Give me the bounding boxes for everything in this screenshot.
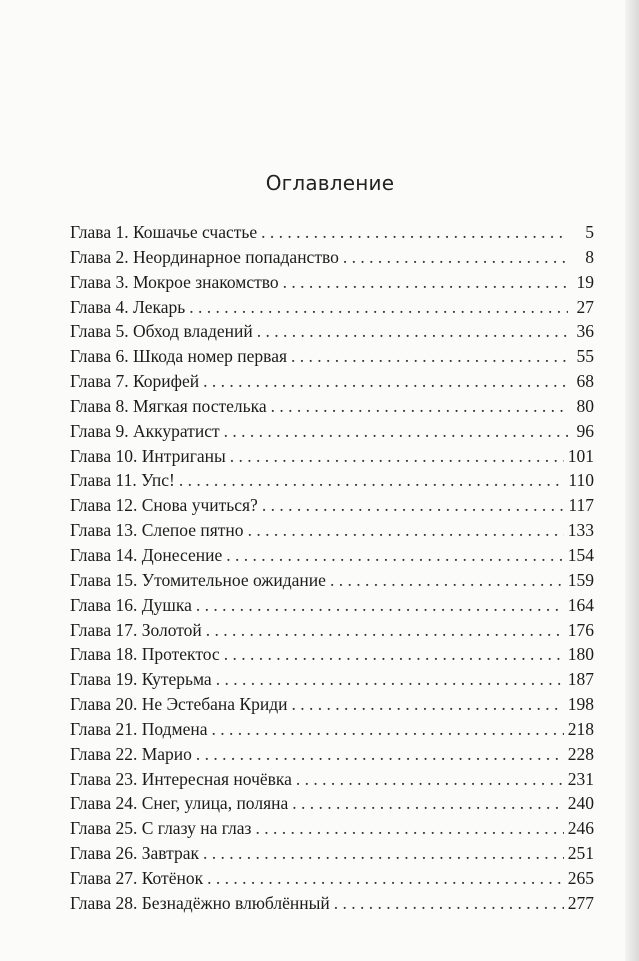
dot-leader <box>334 891 564 916</box>
page-number: 251 <box>567 843 594 864</box>
toc-entry <box>70 419 594 444</box>
toc-entry <box>70 444 594 469</box>
dot-leader <box>257 319 568 344</box>
page-number: 164 <box>567 594 594 615</box>
dot-leader <box>291 692 563 717</box>
chapter-title: Глава 20. Не Эстебана Криди <box>70 694 288 715</box>
page-number: 180 <box>567 644 594 665</box>
toc-entry <box>70 816 594 841</box>
dot-leader <box>291 344 568 369</box>
chapter-title: Глава 14. Донесение <box>70 544 223 565</box>
page-edge-shadow <box>625 0 639 961</box>
chapter-title: Глава 3. Мокрое знакомство <box>70 271 279 292</box>
chapter-title: Глава 5. Обход владений <box>70 321 253 342</box>
page-number: 68 <box>576 371 594 392</box>
toc-entry <box>70 618 594 643</box>
dot-leader <box>196 742 564 767</box>
dot-leader <box>179 468 565 493</box>
chapter-title: Глава 15. Утомительное ожидание <box>70 569 326 590</box>
chapter-title: Глава 18. Протектос <box>70 644 220 665</box>
chapter-title: Глава 23. Интересная ночёвка <box>70 768 292 789</box>
page-number: 187 <box>567 669 594 690</box>
chapter-title: Глава 13. Слепое пятно <box>70 520 244 541</box>
dot-leader <box>207 866 564 891</box>
chapter-title: Глава 19. Кутерьма <box>70 669 212 690</box>
page-number: 154 <box>567 544 594 565</box>
toc-entry <box>70 518 594 543</box>
dot-leader <box>330 568 564 593</box>
page-number: 19 <box>576 271 594 292</box>
dot-leader <box>206 618 564 643</box>
dot-leader <box>343 245 568 270</box>
chapter-title: Глава 22. Марио <box>70 743 192 764</box>
page-number: 246 <box>567 818 594 839</box>
toc-entry <box>70 543 594 568</box>
toc-entry <box>70 717 594 742</box>
toc-entry <box>70 319 594 344</box>
toc-entry <box>70 891 594 916</box>
chapter-title: Глава 11. Упс! <box>70 470 175 491</box>
toc-entry <box>70 593 594 618</box>
dot-leader <box>248 518 564 543</box>
toc-entry <box>70 394 594 419</box>
chapter-title: Глава 26. Завтрак <box>70 843 199 864</box>
toc-entry <box>70 220 594 245</box>
page-number: 277 <box>567 892 594 913</box>
chapter-title: Глава 27. Котёнок <box>70 867 204 888</box>
page-number: 218 <box>567 718 594 739</box>
dot-leader <box>196 593 564 618</box>
chapter-title: Глава 21. Подмена <box>70 718 208 739</box>
dot-leader <box>203 369 568 394</box>
dot-leader <box>230 444 564 469</box>
chapter-title: Глава 7. Корифей <box>70 371 200 392</box>
dot-leader <box>292 791 564 816</box>
page-number: 240 <box>567 793 594 814</box>
toc-entry <box>70 791 594 816</box>
table-of-contents <box>70 220 594 916</box>
toc-entry <box>70 642 594 667</box>
page-number: 110 <box>568 470 594 491</box>
dot-leader <box>189 295 568 320</box>
page-number: 27 <box>576 296 594 317</box>
dot-leader <box>212 717 564 742</box>
toc-entry <box>70 245 594 270</box>
dot-leader <box>296 767 564 792</box>
page-number: 96 <box>576 420 594 441</box>
toc-entry <box>70 841 594 866</box>
dot-leader <box>224 642 564 667</box>
page-number: 8 <box>585 246 594 267</box>
dot-leader <box>224 419 568 444</box>
page-number: 198 <box>567 694 594 715</box>
toc-entry <box>70 568 594 593</box>
toc-entry <box>70 270 594 295</box>
toc-entry <box>70 742 594 767</box>
chapter-title: Глава 8. Мягкая постелька <box>70 395 267 416</box>
toc-entry <box>70 692 594 717</box>
dot-leader <box>216 667 564 692</box>
chapter-title: Глава 28. Безнадёжно влюблённый <box>70 892 330 913</box>
dot-leader <box>226 543 564 568</box>
dot-leader <box>203 841 564 866</box>
chapter-title: Глава 9. Аккуратист <box>70 420 220 441</box>
toc-entry <box>70 866 594 891</box>
page-number: 159 <box>567 569 594 590</box>
chapter-title: Глава 25. С глазу на глаз <box>70 818 252 839</box>
page-number: 117 <box>568 495 594 516</box>
chapter-title: Глава 10. Интриганы <box>70 445 226 466</box>
chapter-title: Глава 2. Неординарное попаданство <box>70 246 339 267</box>
toc-entry <box>70 468 594 493</box>
chapter-title: Глава 17. Золотой <box>70 619 202 640</box>
dot-leader <box>271 394 568 419</box>
dot-leader <box>261 220 568 245</box>
page-number: 80 <box>576 395 594 416</box>
page-number: 228 <box>567 743 594 764</box>
page-number: 55 <box>576 346 594 367</box>
toc-entry <box>70 344 594 369</box>
page-number: 176 <box>567 619 594 640</box>
page-number: 36 <box>576 321 594 342</box>
dot-leader <box>283 270 568 295</box>
chapter-title: Глава 1. Кошачье счастье <box>70 222 258 242</box>
chapter-title: Глава 16. Душка <box>70 594 192 615</box>
toc-entry <box>70 369 594 394</box>
page-title: Оглавление <box>265 171 395 195</box>
page-number: 5 <box>585 222 594 242</box>
page-number: 265 <box>567 867 594 888</box>
page-number: 133 <box>567 520 594 541</box>
chapter-title: Глава 12. Снова учиться? <box>70 495 258 516</box>
page-number: 101 <box>567 445 594 466</box>
toc-entry <box>70 295 594 320</box>
page-number: 231 <box>567 768 594 789</box>
dot-leader <box>255 816 563 841</box>
chapter-title: Глава 24. Снег, улица, поляна <box>70 793 289 814</box>
toc-entry <box>70 667 594 692</box>
dot-leader <box>262 493 565 518</box>
chapter-title: Глава 4. Лекарь <box>70 296 186 317</box>
toc-entry <box>70 493 594 518</box>
chapter-title: Глава 6. Шкода номер первая <box>70 346 288 367</box>
toc-entry <box>70 767 594 792</box>
